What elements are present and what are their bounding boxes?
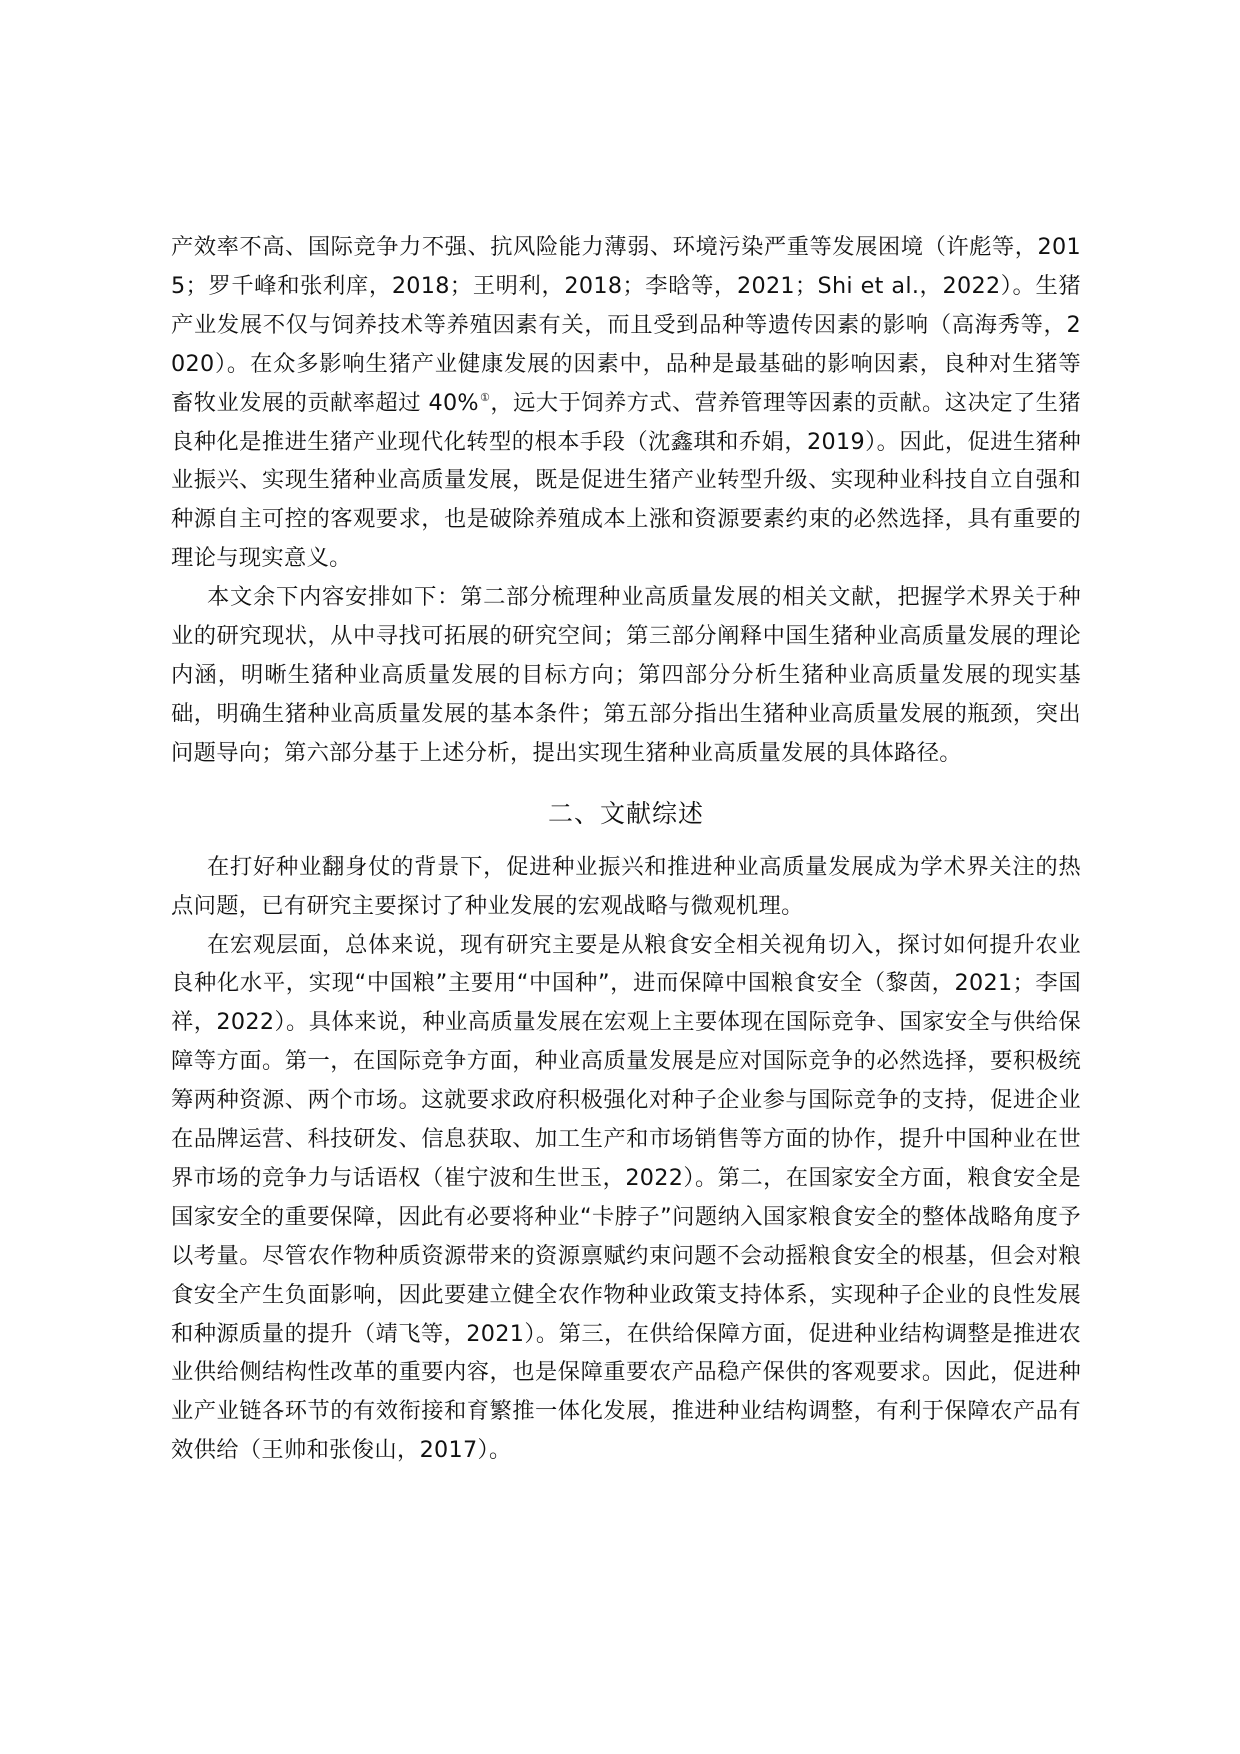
paragraph-macro-level: 在宏观层面，总体来说，现有研究主要是从粮食安全相关视角切入，探讨如何提升农业良种化水平，实现“中国粮”主要用“中国种”，进而保障中国粮食安全（黎茵，2021；李国祥，2022）。具体来说，种业高质量发展在宏观上主要体现在国际竞争、国家安全与供给保障等方面。第一，在国际竞争方面，种业高质量发展是应对国际竞争的必然选择，要积极统筹两种资源、两个市场。这就要求政府积极强化对种子企业参与国际竞争的支持，促进企业在品牌运营、科技研发、信息获取、加工生产和市场销售等方面的协作，提升中国种业在世界市场的竞争力与话语权（崔宁波和生世玉，2022）。第二，在国家安全方面，粮食安全是国家安全的重要保障，因此有必要将种业“卡脖子”问题纳入国家粮食安全的整体战略角度予以考量。尽管农作物种质资源带来的资源禀赋约束问题不会动摇粮食安全的根基，但会对粮食安全产生负面影响，因此要建立健全农作物种业政策支持体系，实现种子企业的良性发展和种源质量的提升（靖飞等，2021）。第三，在供给保障方面，促进种业结构调整是推进农业供给侧结构性改革的重要内容，也是保障重要农产品稳产保供的客观要求。因此，促进种业产业链各环节的有效衔接和育繁推一体化发展，推进种业结构调整，有利于保障农产品有效供给（王帅和张俊山，2017）。 <box>171 931 1081 1464</box>
section-heading-literature-review: 二、文献综述 <box>547 798 704 828</box>
paragraph-text-before-note: 产效率不高、国际竞争力不强、抗风险能力薄弱、环境污染严重等发展困境（许彪等，2015；罗千峰和张利庠，2018；王明利，2018；李晗等，2021；Shi et al.，2022）。生猪产业发展不仅与饲养技术等养殖因素有关，而且受到品种等遗传因素的影响（高海秀等，2020）。在众多影响生猪产业健康发展的因素中，品种是最基础的影响因素，良种对生猪等畜牧业发展的贡献率超过 40% <box>171 234 1081 416</box>
page-body <box>171 228 1081 1470</box>
paragraph-continued-intro <box>171 228 1081 578</box>
paragraph-structure-outline: 本文余下内容安排如下：第二部分梳理种业高质量发展的相关文献，把握学术界关于种业的研究现状，从中寻找可拓展的研究空间；第三部分阐释中国生猪种业高质量发展的理论内涵，明晰生猪种业高质量发展的目标方向；第四部分分析生猪种业高质量发展的现实基础，明确生猪种业高质量发展的基本条件；第五部分指出生猪种业高质量发展的瓶颈，突出问题导向；第六部分基于上述分析，提出实现生猪种业高质量发展的具体路径。 <box>171 584 1081 766</box>
paragraph-text-after-note: ，远大于饲养方式、营养管理等因素的贡献。这决定了生猪良种化是推进生猪产业现代化转型的根本手段（沈鑫琪和乔娟，2019）。因此，促进生猪种业振兴、实现生猪种业高质量发展，既是促进生猪产业转型升级、实现种业科技自立自强和种源自主可控的客观要求，也是破除养殖成本上涨和资源要素约束的必然选择，具有重要的理论与现实意义。 <box>171 389 1081 572</box>
paragraph-review-intro: 在打好种业翻身仗的背景下，促进种业振兴和推进种业高质量发展成为学术界关注的热点问题，已有研究主要探讨了种业发展的宏观战略与微观机理。 <box>171 853 1081 919</box>
footnote-marker: ① <box>479 391 491 405</box>
